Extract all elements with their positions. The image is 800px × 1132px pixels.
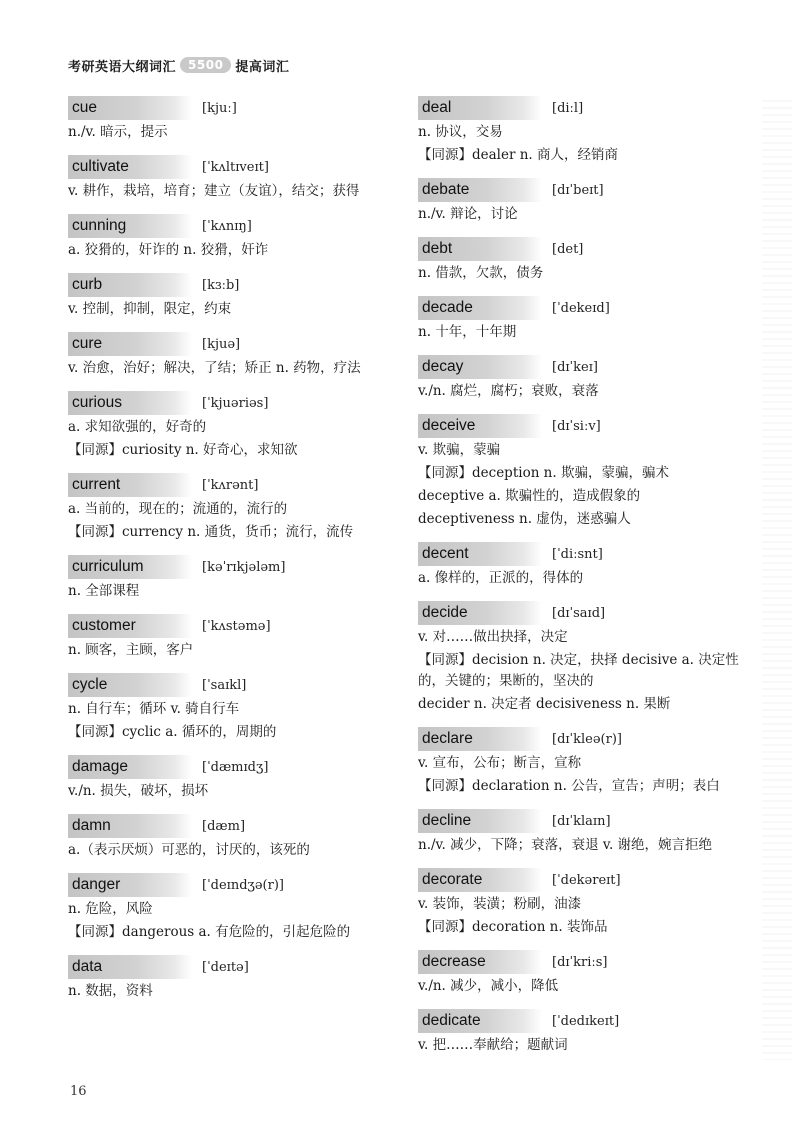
vocab-entry — [68, 755, 394, 802]
phonetic: [dɪˈsiːv] — [552, 418, 601, 434]
phonetic: [det] — [552, 241, 584, 257]
vocab-entry — [418, 414, 754, 530]
page-number: 16 — [70, 1084, 87, 1099]
phonetic: [ˈdekəreɪt] — [552, 872, 621, 888]
vocab-entry — [418, 96, 754, 166]
phonetic: [ˈsaɪkl] — [202, 677, 247, 693]
entry-headword-row — [418, 601, 754, 625]
right-column — [418, 96, 754, 1068]
definition: a. 狡猾的，奸诈的 n. 狡猾，奸诈 — [68, 242, 269, 258]
definition-extra: 【同源】curiosity n. 好奇心，求知欲 — [68, 442, 298, 458]
entry-headword-row — [68, 391, 394, 415]
definition-extra: deceptive a. 欺骗性的，造成假象的 — [418, 488, 641, 504]
definition-extra: decider n. 决定者 decisiveness n. 果断 — [418, 696, 671, 712]
headword: damn — [68, 814, 192, 838]
phonetic: [ˈkʌltɪveɪt] — [202, 159, 269, 175]
entry-headword-row — [418, 414, 754, 438]
left-column — [68, 96, 394, 1014]
definition-extra: deceptiveness n. 虚伪，迷惑骗人 — [418, 511, 631, 527]
definition: v. 欺骗，蒙骗 — [418, 442, 501, 458]
definition: n. 协议，交易 — [418, 124, 503, 140]
phonetic: [dæm] — [202, 818, 246, 834]
definition: v. 控制，抑制，限定，约束 — [68, 301, 232, 317]
vocab-entry — [418, 601, 754, 715]
definition-extra: 【同源】cyclic a. 循环的，周期的 — [68, 724, 277, 740]
phonetic: [dɪˈklaɪn] — [552, 813, 611, 829]
definition: n. 自行车；循环 v. 骑自行车 — [68, 701, 240, 717]
definition: v./n. 腐烂，腐朽；衰败，衰落 — [418, 383, 599, 399]
definition: n./v. 辩论，讨论 — [418, 206, 518, 222]
definition-extra: 【同源】dealer n. 商人，经销商 — [418, 147, 619, 163]
entry-headword-row — [418, 950, 754, 974]
phonetic: [kjuə] — [202, 336, 241, 352]
definition: v./n. 减少，减小，降低 — [418, 978, 559, 994]
entry-headword-row — [68, 814, 394, 838]
definition: n./v. 暗示，提示 — [68, 124, 168, 140]
definition: n. 借款，欠款，债务 — [418, 265, 544, 281]
vocab-entry — [68, 473, 394, 543]
header-subtitle: 提高词汇 — [235, 59, 290, 75]
entry-headword-row — [418, 542, 754, 566]
entry-headword-row — [68, 614, 394, 638]
definition: n. 顾客，主顾，客户 — [68, 642, 194, 658]
definition: v. 宣布，公布；断言，宣称 — [418, 755, 582, 771]
definition: a. 像样的，正派的，得体的 — [418, 570, 584, 586]
headword: damage — [68, 755, 192, 779]
headword: cue — [68, 96, 192, 120]
headword: debt — [418, 237, 542, 261]
definition: a.（表示厌烦）可恶的，讨厌的，该死的 — [68, 842, 310, 858]
definition: n. 全部课程 — [68, 583, 140, 599]
definition-extra: 【同源】dangerous a. 有危险的，引起危险的 — [68, 924, 351, 940]
phonetic: [dɪˈsaɪd] — [552, 605, 606, 621]
definition-extra: 【同源】declaration n. 公告，宣告；声明；表白 — [418, 778, 720, 794]
headword: debate — [418, 178, 542, 202]
headword: declare — [418, 727, 542, 751]
vocab-entry — [68, 96, 394, 143]
entry-headword-row — [418, 727, 754, 751]
headword: decent — [418, 542, 542, 566]
headword: cycle — [68, 673, 192, 697]
entry-headword-row — [68, 473, 394, 497]
entry-headword-row — [418, 355, 754, 379]
entry-headword-row — [68, 955, 394, 979]
phonetic: [kjuː] — [202, 100, 237, 116]
vocab-entry — [418, 296, 754, 343]
vocab-entry — [68, 155, 394, 202]
headword: cure — [68, 332, 192, 356]
headword: decide — [418, 601, 542, 625]
entry-headword-row — [68, 273, 394, 297]
headword: curb — [68, 273, 192, 297]
definition-extra: 【同源】currency n. 通货，货币；流行，流传 — [68, 524, 354, 540]
vocab-entry — [68, 673, 394, 743]
phonetic: [dɪˈkeɪ] — [552, 359, 598, 375]
entry-headword-row — [68, 155, 394, 179]
definition: v. 对……做出抉择，决定 — [418, 629, 568, 645]
phonetic: [ˈdeɪndʒə(r)] — [202, 877, 284, 893]
definition: v. 耕作，栽培，培育；建立（友谊），结交；获得 — [68, 183, 360, 199]
definition: v./n. 损失，破坏，损坏 — [68, 783, 209, 799]
definition: n. 危险，风险 — [68, 901, 153, 917]
headword: danger — [68, 873, 192, 897]
phonetic: [dɪˈkriːs] — [552, 954, 608, 970]
phonetic: [diːl] — [552, 100, 584, 116]
entry-headword-row — [68, 755, 394, 779]
headword: decay — [418, 355, 542, 379]
phonetic: [dɪˈkleə(r)] — [552, 731, 622, 747]
phonetic: [ˈkʌnɪŋ] — [202, 218, 252, 234]
phonetic: [kəˈrɪkjələm] — [202, 559, 286, 575]
entry-headword-row — [418, 868, 754, 892]
headword: customer — [68, 614, 192, 638]
definition: n./v. 减少，下降；衰落，衰退 v. 谢绝，婉言拒绝 — [418, 837, 713, 853]
headword: data — [68, 955, 192, 979]
vocab-entry — [418, 237, 754, 284]
definition: v. 把……奉献给；题献词 — [418, 1037, 568, 1053]
page-edge-shading — [762, 100, 792, 1060]
headword: decade — [418, 296, 542, 320]
headword: decrease — [418, 950, 542, 974]
entry-headword-row — [68, 873, 394, 897]
headword: deal — [418, 96, 542, 120]
definition-extra: 【同源】decision n. 决定，抉择 decisive a. 决定性的，关键的；果断的，坚决的 — [418, 652, 739, 689]
definition: a. 求知欲强的，好奇的 — [68, 419, 207, 435]
vocab-entry — [418, 542, 754, 589]
phonetic: [ˈkʌstəmə] — [202, 618, 271, 634]
entry-headword-row — [68, 214, 394, 238]
phonetic: [dɪˈbeɪt] — [552, 182, 604, 198]
entry-headword-row — [68, 332, 394, 356]
running-header — [68, 52, 289, 78]
vocab-entry — [68, 955, 394, 1002]
entry-headword-row — [68, 555, 394, 579]
definition-extra: 【同源】deception n. 欺骗，蒙骗，骗术 — [418, 465, 669, 481]
vocab-entry — [68, 214, 394, 261]
header-title: 考研英语大纲词汇 — [68, 59, 177, 75]
vocab-entry — [68, 391, 394, 461]
vocab-entry — [68, 555, 394, 602]
headword: dedicate — [418, 1009, 542, 1033]
headword: cultivate — [68, 155, 192, 179]
entry-headword-row — [418, 296, 754, 320]
vocab-entry — [68, 814, 394, 861]
vocab-entry — [418, 1009, 754, 1056]
vocab-entry — [418, 178, 754, 225]
headword: decorate — [418, 868, 542, 892]
header-badge: 5500 — [180, 57, 231, 73]
vocab-entry — [68, 273, 394, 320]
entry-headword-row — [418, 237, 754, 261]
entry-headword-row — [418, 178, 754, 202]
vocab-entry — [418, 868, 754, 938]
definition: n. 数据，资料 — [68, 983, 153, 999]
headword: curriculum — [68, 555, 192, 579]
headword: deceive — [418, 414, 542, 438]
entry-headword-row — [68, 673, 394, 697]
vocab-entry — [68, 332, 394, 379]
phonetic: [ˈdeɪtə] — [202, 959, 249, 975]
headword: curious — [68, 391, 192, 415]
vocab-entry — [68, 614, 394, 661]
definition: n. 十年，十年期 — [418, 324, 517, 340]
headword: current — [68, 473, 192, 497]
vocab-entry — [418, 355, 754, 402]
phonetic: [ˈdedɪkeɪt] — [552, 1013, 620, 1029]
phonetic: [ˈdiːsnt] — [552, 546, 603, 562]
headword: decline — [418, 809, 542, 833]
phonetic: [ˈkʌrənt] — [202, 477, 259, 493]
phonetic: [ˈkjuəriəs] — [202, 395, 269, 411]
phonetic: [kɜːb] — [202, 277, 240, 293]
definition: v. 治愈，治好；解决，了结；矫正 n. 药物，疗法 — [68, 360, 361, 376]
entry-headword-row — [418, 96, 754, 120]
entry-headword-row — [68, 96, 394, 120]
definition: v. 装饰，装潢；粉刷，油漆 — [418, 896, 582, 912]
vocab-entry — [68, 873, 394, 943]
definition: a. 当前的，现在的；流通的，流行的 — [68, 501, 288, 517]
definition-extra: 【同源】decoration n. 装饰品 — [418, 919, 608, 935]
vocab-entry — [418, 809, 754, 856]
vocab-entry — [418, 950, 754, 997]
entry-headword-row — [418, 1009, 754, 1033]
entry-headword-row — [418, 809, 754, 833]
phonetic: [ˈdekeɪd] — [552, 300, 610, 316]
headword: cunning — [68, 214, 192, 238]
vocab-entry — [418, 727, 754, 797]
phonetic: [ˈdæmɪdʒ] — [202, 759, 269, 775]
